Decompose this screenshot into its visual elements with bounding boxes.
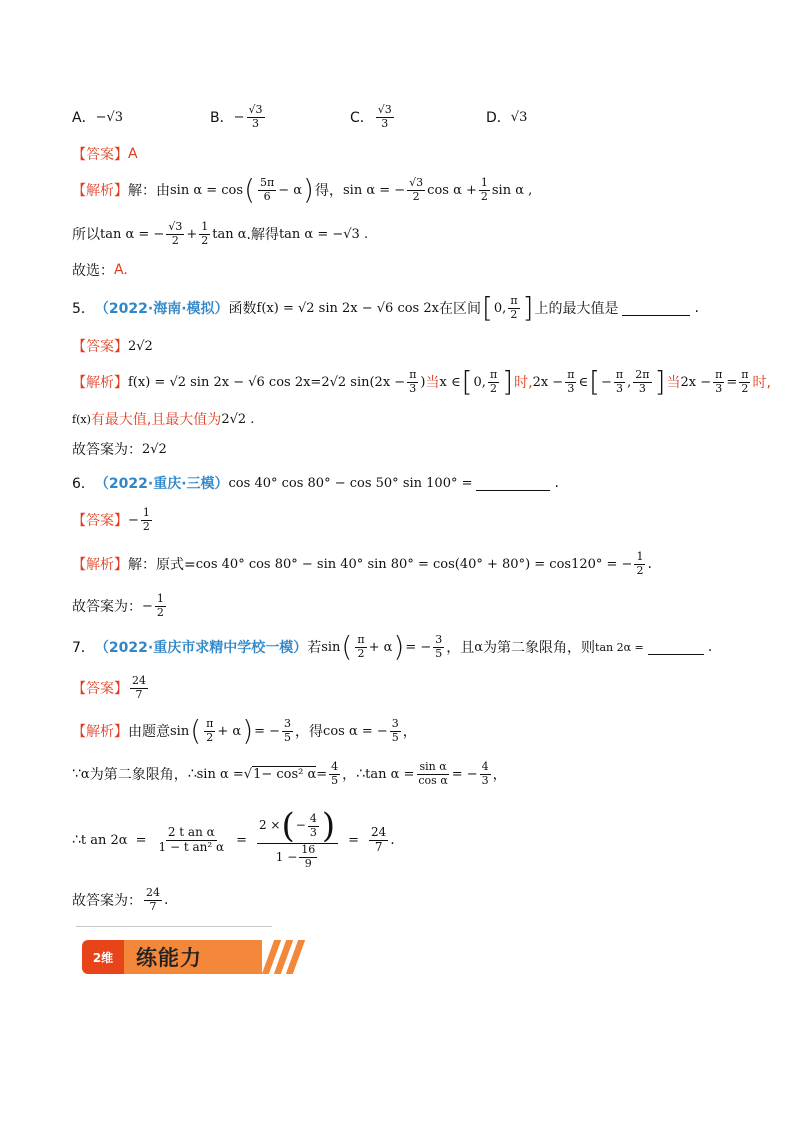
q7-answer: 【答案】 $\frac{24}{7}$ xyxy=(72,673,146,701)
banner-badge: 2维 xyxy=(82,940,124,974)
q6-answer-blank xyxy=(476,476,550,491)
q7-analysis-line3: ∴ t an 2α = $\frac{\text{2 t an α}}{\text{1 − t an² α}}$ = 2 × ( − $\frac{4}{3}$ ) 1 − $\frac{16}{9}$ = $\frac{24}{7}$ . xyxy=(72,806,395,870)
q7-analysis-line1: 【解析】 由题意 sin ( $\frac{\pi}{2}$ + α ) = − $\frac{3}{5}$ ，得 cos α = − $\frac{3}{5}$ ， xyxy=(72,714,417,747)
choice-d: D． √3 xyxy=(486,109,528,126)
banner-divider xyxy=(76,926,272,927)
q6-conclusion: 故答案为： − $\frac{1}{2}$ xyxy=(72,591,164,619)
q6-answer: 【答案】 − $\frac{1}{2}$ xyxy=(72,505,150,533)
q6-question: 6． （2022·重庆·三模） cos 40° cos 80° − cos 50° sin 100° = . xyxy=(72,475,559,492)
q4-analysis-line2: 所以 tan α = − $\frac{√3}{2}$ + $\frac{1}{2}$ tan α .解得 tan α = −√3 . xyxy=(72,219,369,247)
choice-b: B． − $\frac{√3}{3}$ xyxy=(210,102,263,130)
banner-title: 练能力 xyxy=(136,946,202,970)
q4-conclusion: 故选： A. xyxy=(72,262,128,279)
choice-c: C． $\frac{√3}{3}$ xyxy=(350,102,392,130)
q7-conclusion: 故答案为： $\frac{24}{7}$ . xyxy=(72,885,169,913)
q6-analysis: 【解析】 解：原式= cos 40° cos 80° − sin 40° sin 80° = cos(40° + 80°) = cos120° = − $\frac{1}{2}$ . xyxy=(72,549,652,577)
q7-answer-blank xyxy=(648,640,704,655)
q5-conclusion: 故答案为： 2√2 xyxy=(72,441,167,458)
q5-answer-blank xyxy=(622,301,690,316)
q4-analysis-line1: 【解析】 解：由 sin α = cos ( $\frac{5\pi}{6}$ − α ) 得， sin α = − $\frac{√3}{2}$ cos α + $\frac{1}{2}$ sin α , xyxy=(72,173,533,206)
section-banner xyxy=(76,926,272,976)
q5-analysis-line2: f(x) 有最大值,且最大值为 2√2 . xyxy=(72,411,255,428)
q5-analysis-line1: 【解析】 f(x) = √2 sin 2x − √6 cos 2x=2√2 sin(2x − $\frac{\pi}{3}$ ) 当 x ∈ [ 0, $\frac{\pi}{2}$ ] 时, 2x − $\frac{\pi}{3}$ ∈ [ − $\frac{\pi}{3}$ , $\frac{2\pi}{3}$ ] 当 2x − $\frac{\pi}{3}$ = $\frac{\pi}{2}$ 时, xyxy=(72,365,771,398)
q7-question: 7． （2022·重庆市求精中学校一模） 若 sin ( $\frac{\pi}{2}$ + α ) = − $\frac{3}{5}$ ，且 α 为第二象限角，则 tan 2α = . xyxy=(72,630,713,663)
q5-answer: 【答案】 2√2 xyxy=(72,338,153,355)
q7-analysis-line2: ∵ α 为第二象限角， ∴ sin α = √ 1− cos² α = $\frac{4}{5}$ ， ∴ tan α = $\frac{\text{sin α}}{\text{cos α}}$ = − $\frac{4}{3}$ ， xyxy=(72,759,507,787)
q4-answer: 【答案】 A xyxy=(72,146,138,163)
q5-question: 5． （2022·海南·模拟） 函数 f(x) = √2 sin 2x − √6 cos 2x 在区间 [ 0, $\frac{\pi}{2}$ ] 上的最大值是 . xyxy=(72,291,699,324)
choice-a: A． − √3 xyxy=(72,109,124,126)
